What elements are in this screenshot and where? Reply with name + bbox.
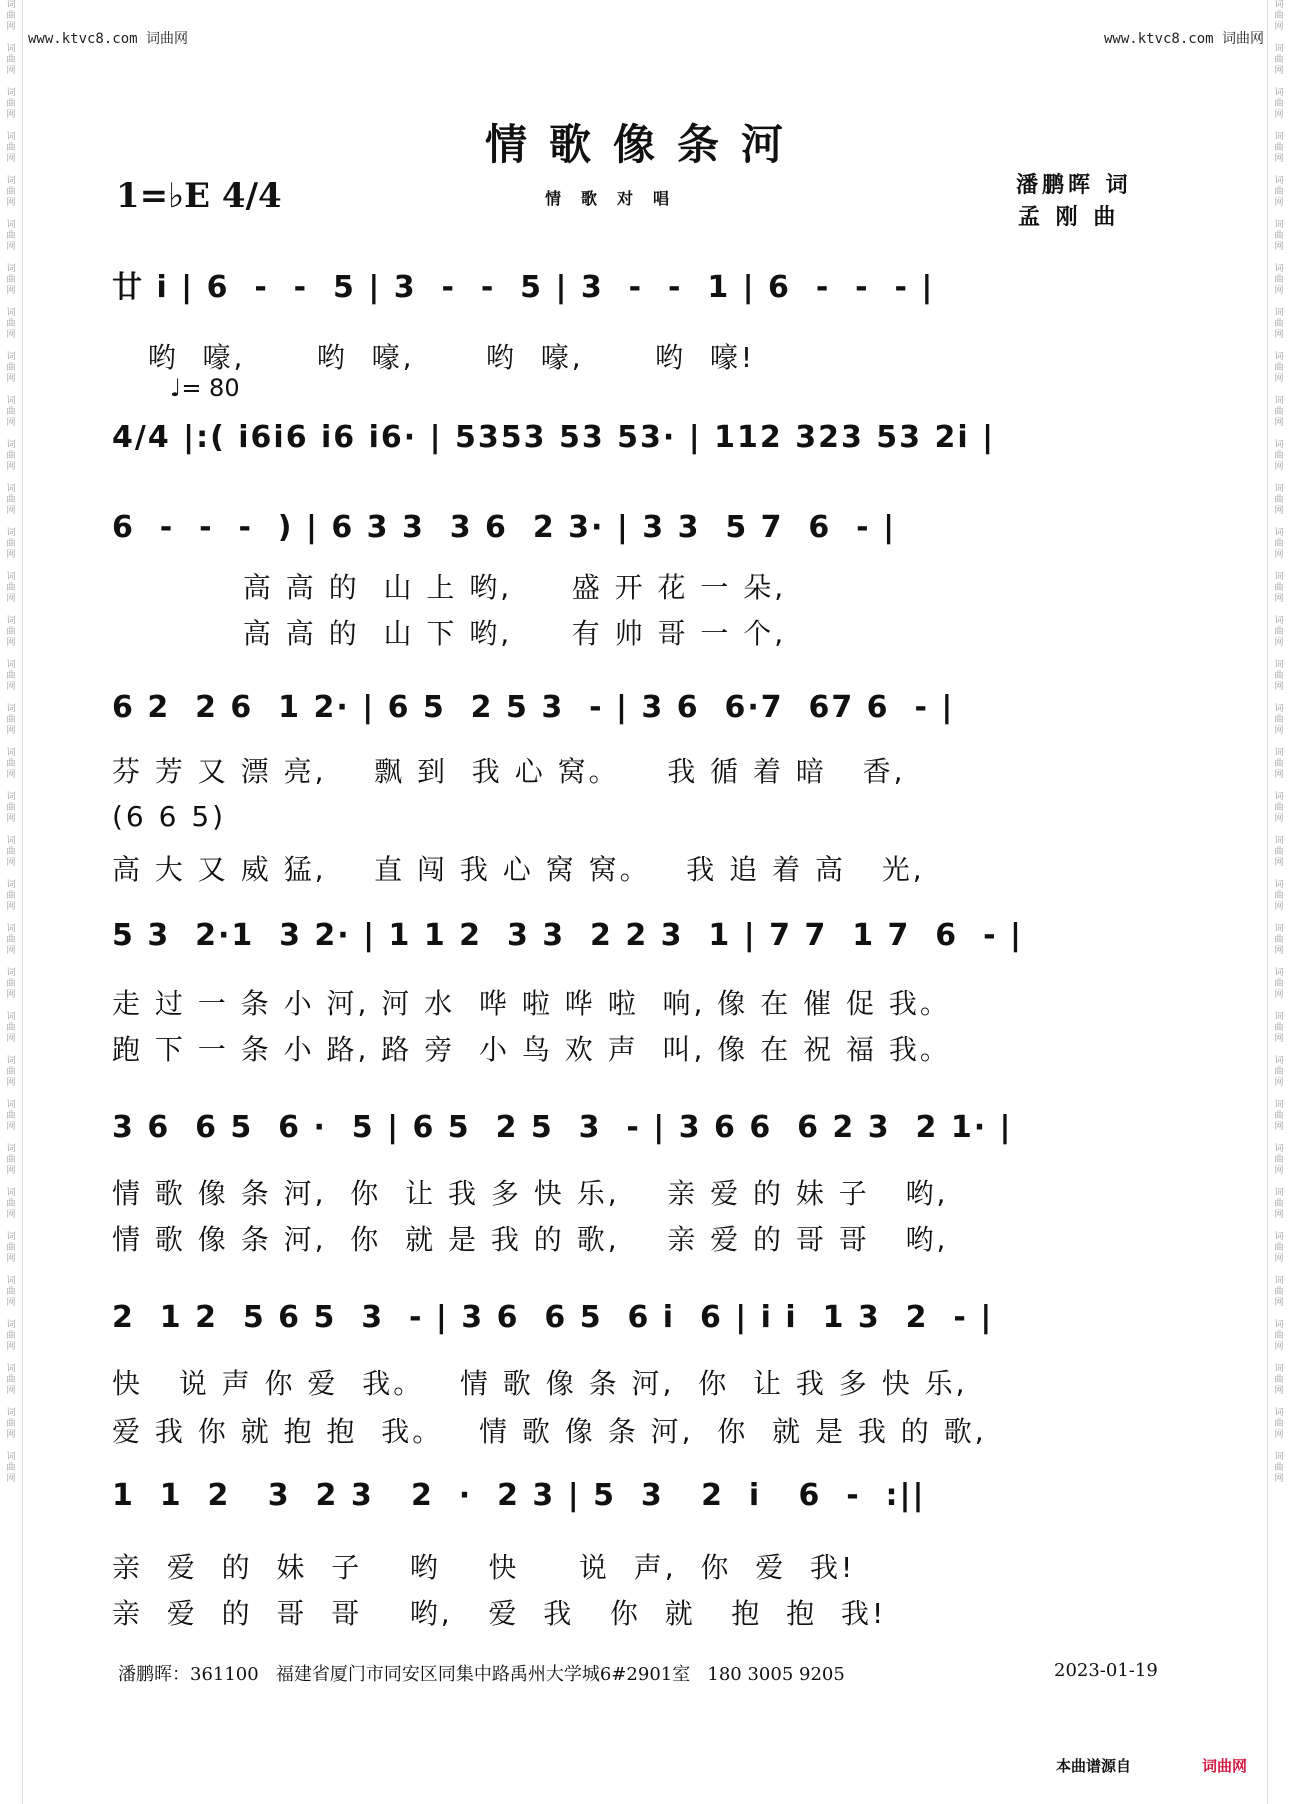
lyric-line: 跑 下 一 条 小 路, 路 旁 小 鸟 欢 声 叫, 像 在 祝 福 我。	[112, 1033, 951, 1066]
notation-line: 2 1 2 5 6 5 3 - | 3 6 6 5 6 i 6 | i i 1 3 2 - |	[112, 1300, 994, 1335]
side-watermark-left: 词 曲 网 词 曲 网 词 曲 网 词 曲 网 词 曲 网 词 曲 网 词 曲 网 词 曲 网 词 曲 网 词 曲 网 词 曲 网 词 曲 网 词 曲 网 词 曲 网 词 曲 网 词 曲 网 词 曲 网 词 曲 网 词 曲 网 词 曲 网 词 曲 网 词 曲 网 词 曲 网 词 曲 网 词 曲 网 词 曲 网 词 曲 网 词 曲 网 词 曲 网 词 曲 网 词 曲 网 词 曲 网 词 曲 网 词 曲 网	[0, 0, 23, 1804]
notation-line: 6 - - - ) | 6 3 3 3 6 2 3· | 3 3 5 7 6 - |	[112, 510, 897, 545]
composer: 孟 刚 曲	[1018, 205, 1120, 230]
notation-line: 4/4 |:( i6i6 i6 i6· | 5353 53 53· | 112 323 53 2i |	[112, 420, 996, 455]
brand-logo[interactable]: 词曲网	[1202, 1757, 1248, 1775]
score-date: 2023-01-19	[1054, 1660, 1158, 1681]
lyric-line: 情 歌 像 条 河, 你 让 我 多 快 乐, 亲 爱 的 妹 子 哟,	[112, 1177, 949, 1210]
lyric-line: 哟 嚎, 哟 嚎, 哟 嚎, 哟 嚎!	[112, 341, 756, 374]
lyric-line: 芬 芳 又 漂 亮, 飘 到 我 心 窝。 我 循 着 暗 香,	[112, 755, 906, 788]
contact-info: 潘鹏晖：361100 福建省厦门市同安区同集中路禹州大学城6#2901室 180 3005 9205	[118, 1664, 845, 1685]
credits	[1016, 170, 1132, 234]
lyric-line: 快 说 声 你 爱 我。 情 歌 像 条 河, 你 让 我 多 快 乐,	[112, 1367, 968, 1400]
lyric-line: 高 高 的 山 上 哟, 盛 开 花 一 朵,	[112, 571, 787, 604]
key-signature: 1=♭E 4/4	[116, 176, 282, 216]
side-watermark-right: 词 曲 网 词 曲 网 词 曲 网 词 曲 网 词 曲 网 词 曲 网 词 曲 网 词 曲 网 词 曲 网 词 曲 网 词 曲 网 词 曲 网 词 曲 网 词 曲 网 词 曲 网 词 曲 网 词 曲 网 词 曲 网 词 曲 网 词 曲 网 词 曲 网 词 曲 网 词 曲 网 词 曲 网 词 曲 网 词 曲 网 词 曲 网 词 曲 网 词 曲 网 词 曲 网 词 曲 网 词 曲 网 词 曲 网 词 曲 网	[1267, 0, 1290, 1804]
lyric-line: 高 大 又 威 猛, 直 闯 我 心 窝 窝。 我 追 着 高 光,	[112, 853, 925, 886]
notation-line: 廿 i | 6 - - 5 | 3 - - 5 | 3 - - 1 | 6 - - - |	[112, 270, 935, 305]
lyric-line: (6 6 5)	[112, 800, 227, 833]
lyric-line: 亲 爱 的 妹 子 哟 快 说 声, 你 爱 我!	[112, 1551, 856, 1584]
site-url-left: www.ktvc8.com 词曲网	[28, 31, 189, 47]
notation-line: 6 2 2 6 1 2· | 6 5 2 5 3 - | 3 6 6·7 67 6 - |	[112, 690, 955, 725]
lyric-line: 爱 我 你 就 抱 抱 我。 情 歌 像 条 河, 你 就 是 我 的 歌,	[112, 1415, 987, 1448]
notation-line: 1 1 2 3 2 3 2 · 2 3 | 5 3 2 i 6 - :||	[112, 1478, 926, 1513]
footer-contact	[118, 1660, 1158, 1686]
lyric-line: 高 高 的 山 下 哟, 有 帅 哥 一 个,	[112, 617, 787, 650]
site-url-right: www.ktvc8.com 词曲网	[1104, 31, 1265, 47]
tempo-mark: ♩= 80	[170, 374, 240, 402]
source-label: 本曲谱源自	[1056, 1757, 1132, 1775]
notation-line: 3 6 6 5 6 · 5 | 6 5 2 5 3 - | 3 6 6 6 2 3 2 1· |	[112, 1110, 1013, 1145]
lyricist: 潘鹏晖 词	[1016, 173, 1132, 198]
lyric-line: 情 歌 像 条 河, 你 就 是 我 的 歌, 亲 爱 的 哥 哥 哟,	[112, 1223, 949, 1256]
notation-line: 5 3 2·1 3 2· | 1 1 2 3 3 2 2 3 1 | 7 7 1 7 6 - |	[112, 918, 1023, 953]
song-subtitle: 情歌对唱	[545, 189, 690, 208]
song-title: 情歌像条河	[484, 120, 805, 169]
lyric-line: 亲 爱 的 哥 哥 哟, 爱 我 你 就 抱 抱 我!	[112, 1597, 887, 1630]
lyric-line: 走 过 一 条 小 河, 河 水 哗 啦 哗 啦 响, 像 在 催 促 我。	[112, 987, 951, 1020]
